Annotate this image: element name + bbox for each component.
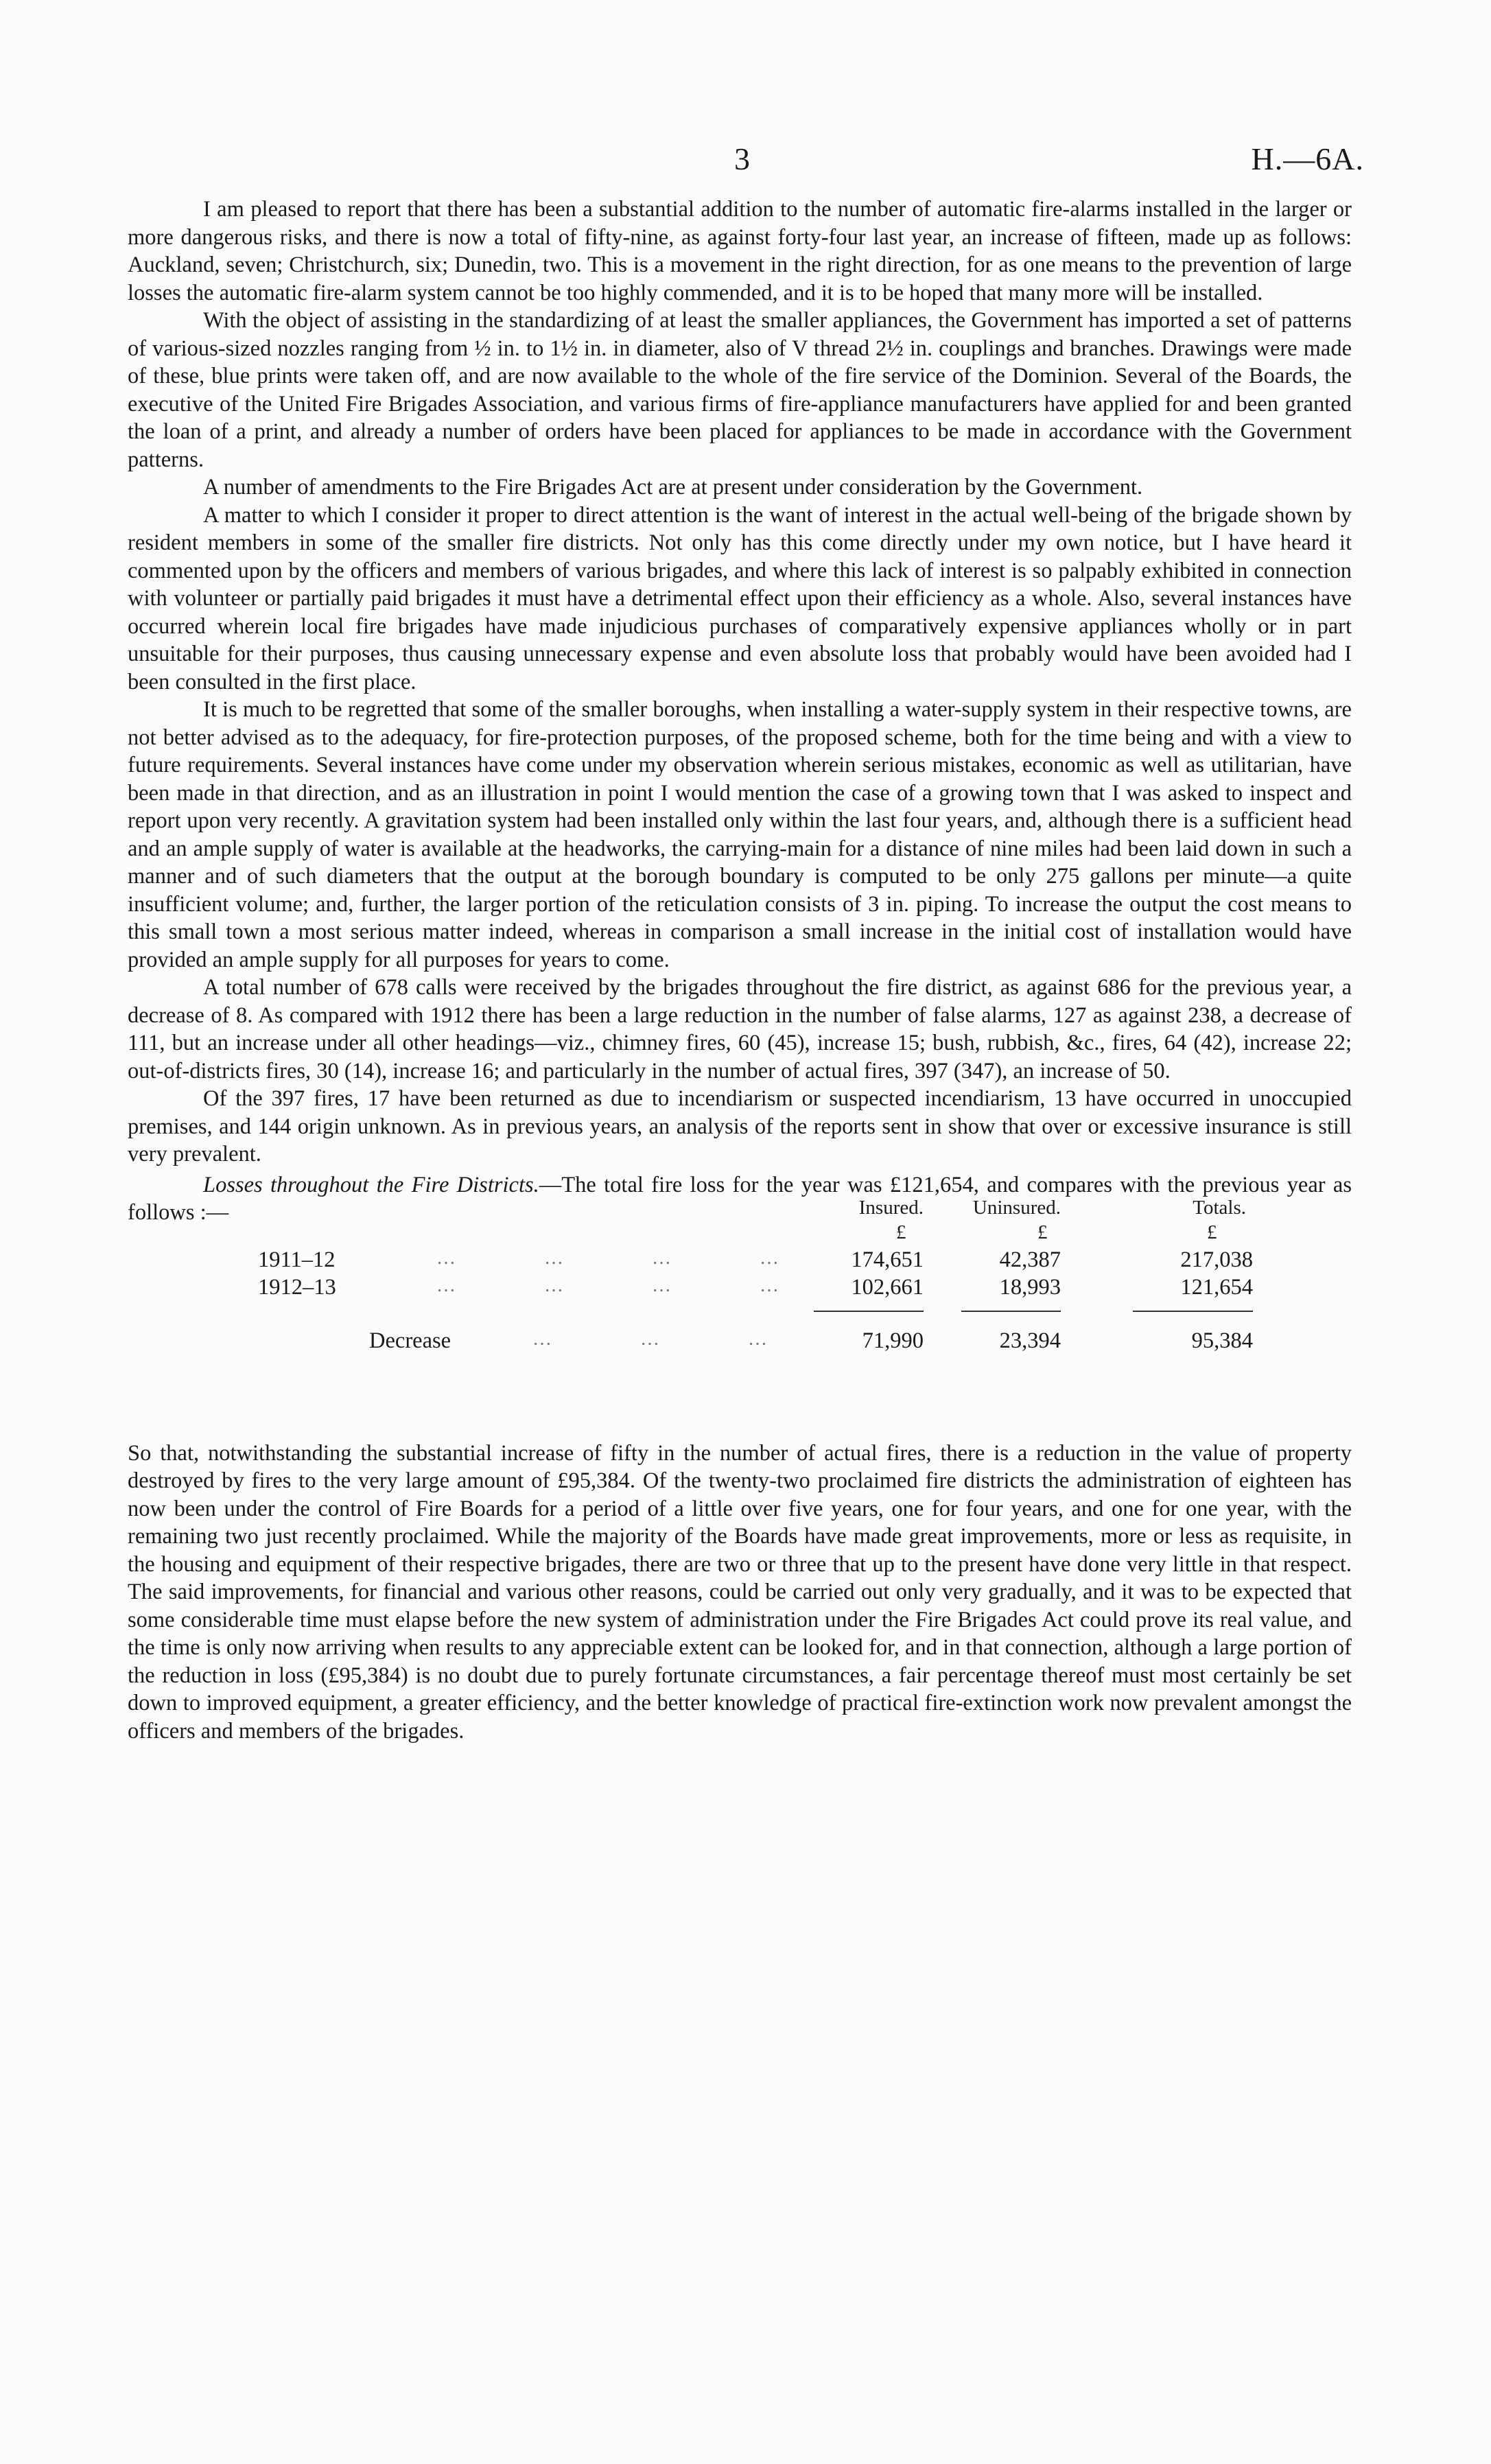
currency-insured: £ <box>896 1221 906 1243</box>
column-header-uninsured: Uninsured. <box>972 1196 1061 1219</box>
table-total-row <box>128 1328 1352 1356</box>
page-header <box>0 141 1491 182</box>
document-reference: H.—6A. <box>1251 141 1364 176</box>
cell-insured: 102,661 <box>851 1274 924 1300</box>
report-body <box>128 196 1352 1745</box>
cell-uninsured: 23,394 <box>999 1328 1061 1353</box>
paragraph-fire-alarms: I am pleased to report that there has been a substantial addition to the number of automatic fire-alarms installed in the larger or more dangerous risks, and there is now a total of fifty-nine, as against forty-four last year, an increase of fifteen, made up as follows: Auckland, seven; Christchurch, six; Dunedin, two. This is a movement in the right direction, for as one means to the prevention of large losses the automatic fire-alarm system cannot be too highly commended, and it is to be hoped that many more will be installed. <box>128 197 1352 305</box>
leader-dots: … … … … <box>436 1274 786 1296</box>
cell-uninsured: 42,387 <box>999 1247 1061 1272</box>
sum-rule-totals <box>1133 1311 1253 1312</box>
cell-total: 95,384 <box>1191 1328 1253 1353</box>
paragraph-water-supply: It is much to be regretted that some of the smaller boroughs, when installing a water-supply system in their respective towns, are not better advised as to the adequacy, for fire-protection purposes, of the proposed scheme, both for the time being and with a view to future requirements. Several instances have come under my observation wherein serious mistakes, economic as well as utilitarian, have been made in that direction, and as an illustration in point I would mention the case of a growing town that I was asked to inspect and report upon very recently. A gravitation system had been installed only within the last four years, and, although there is a sufficient head and an ample supply of water is available at the headworks, the carrying-main for a distance of nine miles had been laid down in such a manner and of such diameters that the output at the borough boundary is computed to be only 275 gallons per minute—a quite insufficient volume; and, further, the larger portion of the reticulation consists of 3 in. piping. To increase the output the cost means to this small town a most serious matter indeed, whereas in comparison a small increase in the initial cost of installation would have provided an ample supply for all purposes for years to come. <box>128 697 1352 972</box>
table-header-row <box>128 1197 1352 1224</box>
page-number: 3 <box>734 141 750 176</box>
currency-totals: £ <box>1207 1221 1217 1243</box>
paragraph-closing: So that, notwithstanding the substantial increase of fifty in the number of actual fires, there is a reduction in the value of property destroyed by fires to the very large amount of £95,384. Of the twenty-two proclaimed fire districts the administration of eighteen has now been under the control of Fire Boards for a period of a little over five years, one for four years, and one for one year, with the remaining two just recently proclaimed. While the majority of the Boards have made great improvements, more or less as requisite, in the housing and equipment of their respective brigades, there are two or three that up to the present have done very little in that respect. The said improvements, for financial and various other reasons, could be carried out only very gradually, and it was to be expected that some considerable time must elapse before the new system of administration under the Fire Brigades Act could prove its real value, and the time is only now arriving when results to any appreciable extent can be looked for, and in that connection, although a large portion of the reduction in loss (£95,384) is no doubt due to purely fortunate circumstances, a fair percentage thereof must most certainly be set down to improved equipment, a greater efficiency, and the better knowledge of practical fire-extinction work now prevalent amongst the officers and members of the brigades. <box>128 1440 1352 1744</box>
sum-rule-uninsured <box>961 1311 1061 1312</box>
sum-rule-insured <box>814 1311 924 1312</box>
table-row <box>128 1275 1352 1302</box>
table-row <box>128 1247 1352 1275</box>
leader-dots: … … … <box>532 1328 774 1350</box>
column-header-totals: Totals. <box>1193 1196 1246 1219</box>
cell-insured: 71,990 <box>862 1328 924 1353</box>
cell-insured: 174,651 <box>851 1247 924 1272</box>
column-header-insured: Insured. <box>858 1196 924 1219</box>
leader-dots: … … … … <box>436 1247 786 1269</box>
paragraph-amendments: A number of amendments to the Fire Brigades Act are at present under consideration by the Government. <box>203 475 1143 500</box>
cell-total: 217,038 <box>1180 1247 1253 1272</box>
paragraph-incendiarism: Of the 397 fires, 17 have been returned as due to incendiarism or suspected incendiarism, 13 have occurred in unoccupied premises, and 144 origin unknown. As in previous years, an analysis of the reports sent in show that over or excessive insurance is still very prevalent. <box>128 1086 1352 1166</box>
cell-uninsured: 18,993 <box>999 1274 1061 1300</box>
currency-uninsured: £ <box>1037 1221 1048 1243</box>
paragraph-calls: A total number of 678 calls were received by the brigades throughout the fire district, as against 686 for the previous year, a decrease of 8. As compared with 1912 there has been a large reduction in the number of false alarms, 127 as against 238, a decrease of 111, but an increase under all other headings—viz., chimney fires, 60 (45), increase 15; bush, rubbish, &c., fires, 64 (42), increase 22; out-of-districts fires, 30 (14), increase 16; and particularly in the number of actual fires, 397 (347), an increase of 50. <box>128 975 1352 1083</box>
paragraph-standardizing: With the object of assisting in the standardizing of at least the smaller appliances, the Government has imported a set of patterns of various-sized nozzles ranging from ½ in. to 1½ in. in diameter, also of V thread 2½ in. couplings and branches. Drawings were made of these, blue prints were taken off, and are now available to the whole of the fire service of the Dominion. Several of the Boards, the executive of the United Fire Brigades Association, and various firms of fire-appliance manufacturers have applied for and been granted the loan of a print, and already a number of orders have been placed for appliances to be made in accordance with the Government patterns. <box>128 308 1352 472</box>
paragraph-lack-of-interest: A matter to which I consider it proper to direct attention is the want of interest in the actual well-being of the brigade shown by resident members in some of the smaller fire districts. Not only has this come directly under my own notice, but I have heard it commented upon by the officers and members of various brigades, and where this lack of interest is so palpably exhibited in connection with volunteer or partially paid brigades it must have a detrimental effect upon their efficiency as a whole. Also, several instances have occurred wherein local fire brigades have made injudicious purchases of comparatively expensive appliances wholly or in part unsuitable for their purposes, thus causing unnecessary expense and even absolute loss that probably would have been avoided had I been consulted in the first place. <box>128 502 1352 694</box>
decrease-label: Decrease <box>369 1328 451 1353</box>
cell-total: 121,654 <box>1180 1274 1253 1300</box>
table-currency-row <box>128 1221 1352 1249</box>
row-label: 1911–12 <box>258 1247 336 1272</box>
losses-intro-text: —The total fire loss for the year was £121,654, and compares with the previous year as follows :— <box>128 1172 1352 1225</box>
row-label: 1912–13 <box>258 1274 336 1300</box>
losses-heading: Losses throughout the Fire Districts. <box>203 1172 539 1197</box>
